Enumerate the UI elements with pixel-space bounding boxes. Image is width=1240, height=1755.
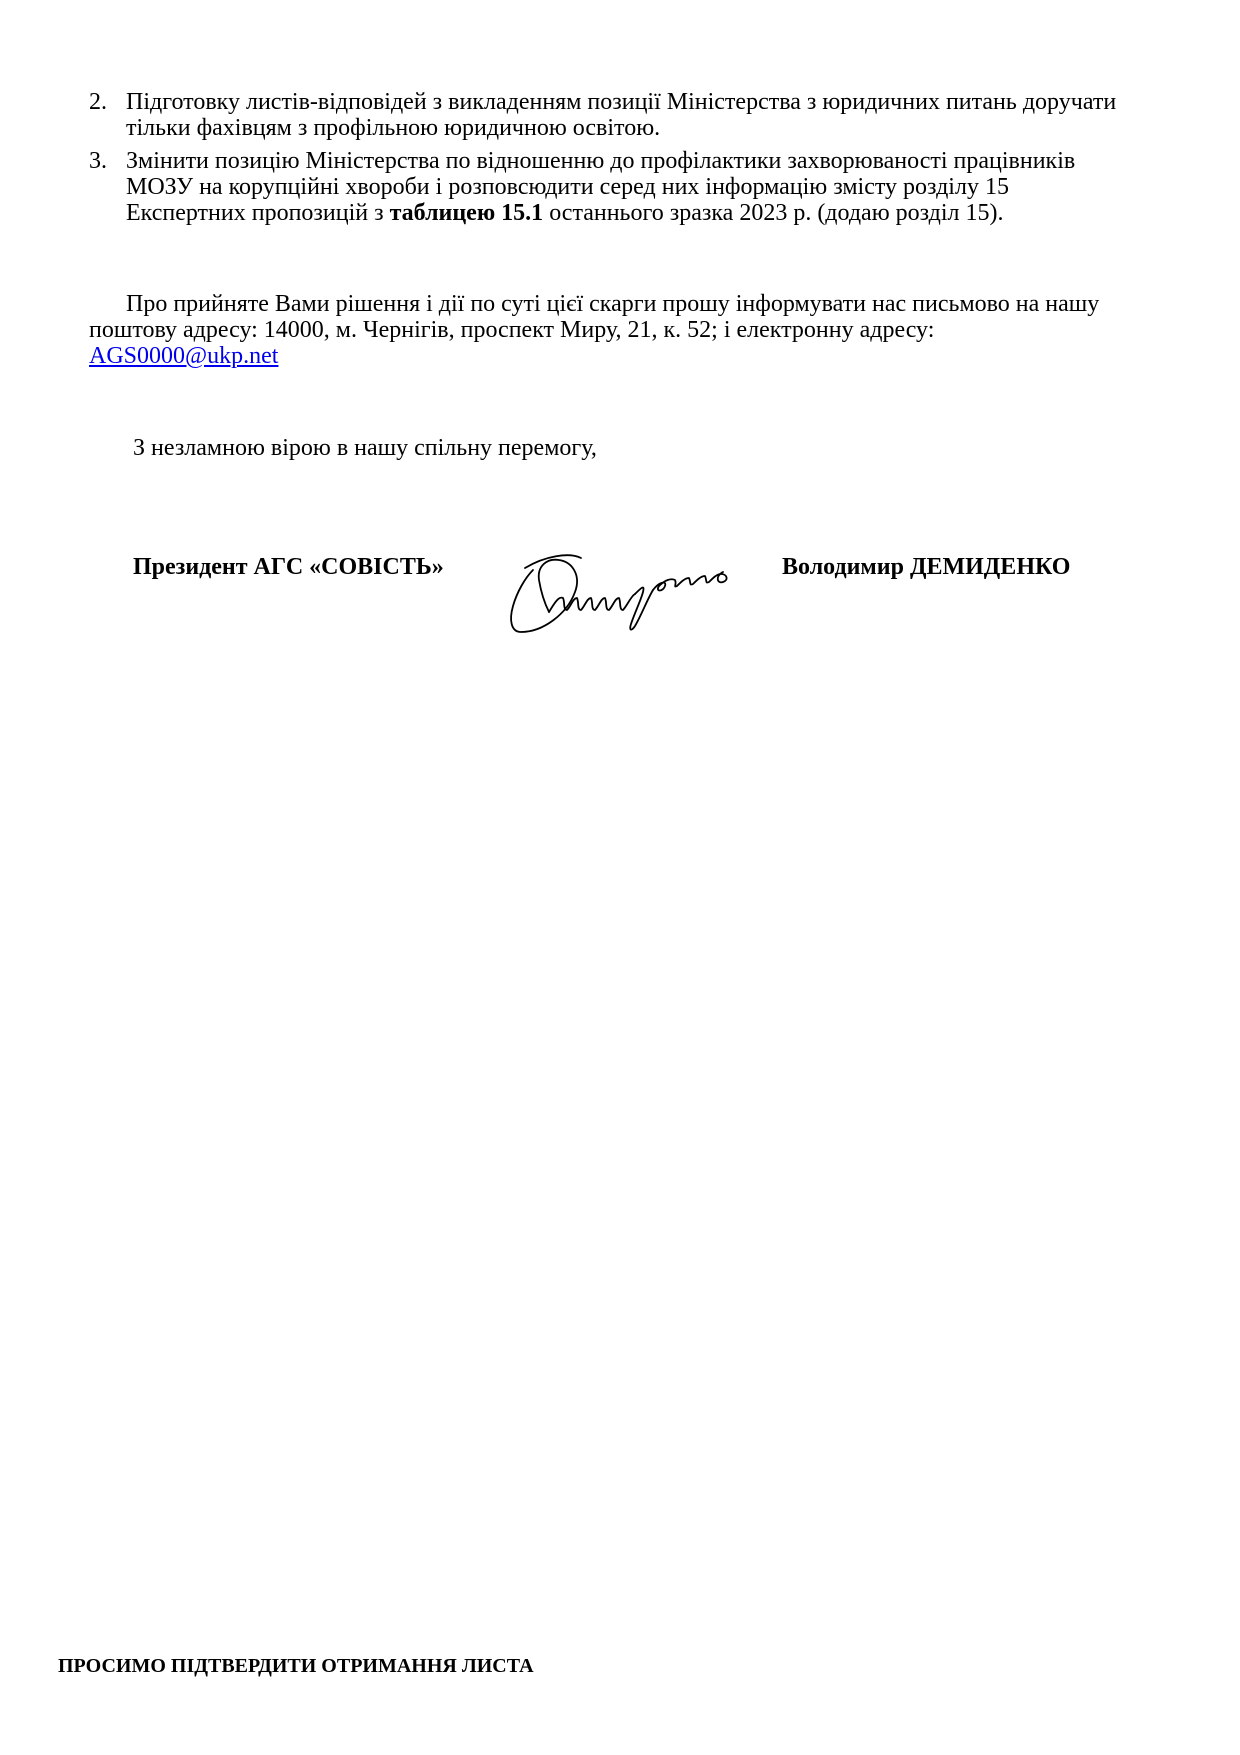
list-item-text	[126, 148, 1179, 226]
list-item-line: тільки фахівцям з профільною юридичною освітою.	[126, 115, 661, 141]
list-item-number: 2.	[89, 89, 107, 115]
list-item-line: Змінити позицію Міністерства по відношенню до профілактики захворюваності працівників	[126, 148, 1076, 174]
list-item-3	[89, 148, 1179, 226]
list-item-line	[126, 200, 1179, 226]
footer-note: ПРОСИМО ПІДТВЕРДИТИ ОТРИМАННЯ ЛИСТА	[58, 1655, 534, 1677]
request-line: поштову адресу: 14000, м. Чернігів, проспект Миру, 21, к. 52; і електронну адресу:	[89, 317, 935, 343]
handwritten-signature	[485, 540, 745, 635]
email-link[interactable]: AGS0000@ukp.net	[89, 343, 279, 369]
request-paragraph	[89, 291, 1179, 369]
list-item-line: Підготовку листів-відповідей з викладенням позиції Міністерства з юридичних питань доручати	[126, 89, 1117, 115]
list-item-2	[89, 89, 1179, 141]
request-line: Про прийняте Вами рішення і дії по суті цієї скарги прошу інформувати нас письмово на нашу	[126, 291, 1100, 317]
signature-block	[0, 540, 1240, 640]
list-item-number: 3.	[89, 148, 107, 174]
closing-phrase: З незламною вірою в нашу спільну перемогу,	[133, 435, 597, 461]
email-line	[89, 343, 1179, 369]
signer-position: Президент АГС «СОВІСТЬ»	[133, 554, 444, 580]
table-reference: таблицею 15.1	[389, 200, 544, 226]
signer-name: Володимир ДЕМИДЕНКО	[782, 554, 1071, 580]
line-text: Експертних пропозицій з	[126, 200, 390, 226]
line-text: останнього зразка 2023 р. (додаю розділ 15).	[543, 200, 1004, 226]
list-item-text	[126, 89, 1179, 141]
list-item-line: МОЗУ на корупційні хвороби і розповсюдити серед них інформацію змісту розділу 15	[126, 174, 1009, 200]
